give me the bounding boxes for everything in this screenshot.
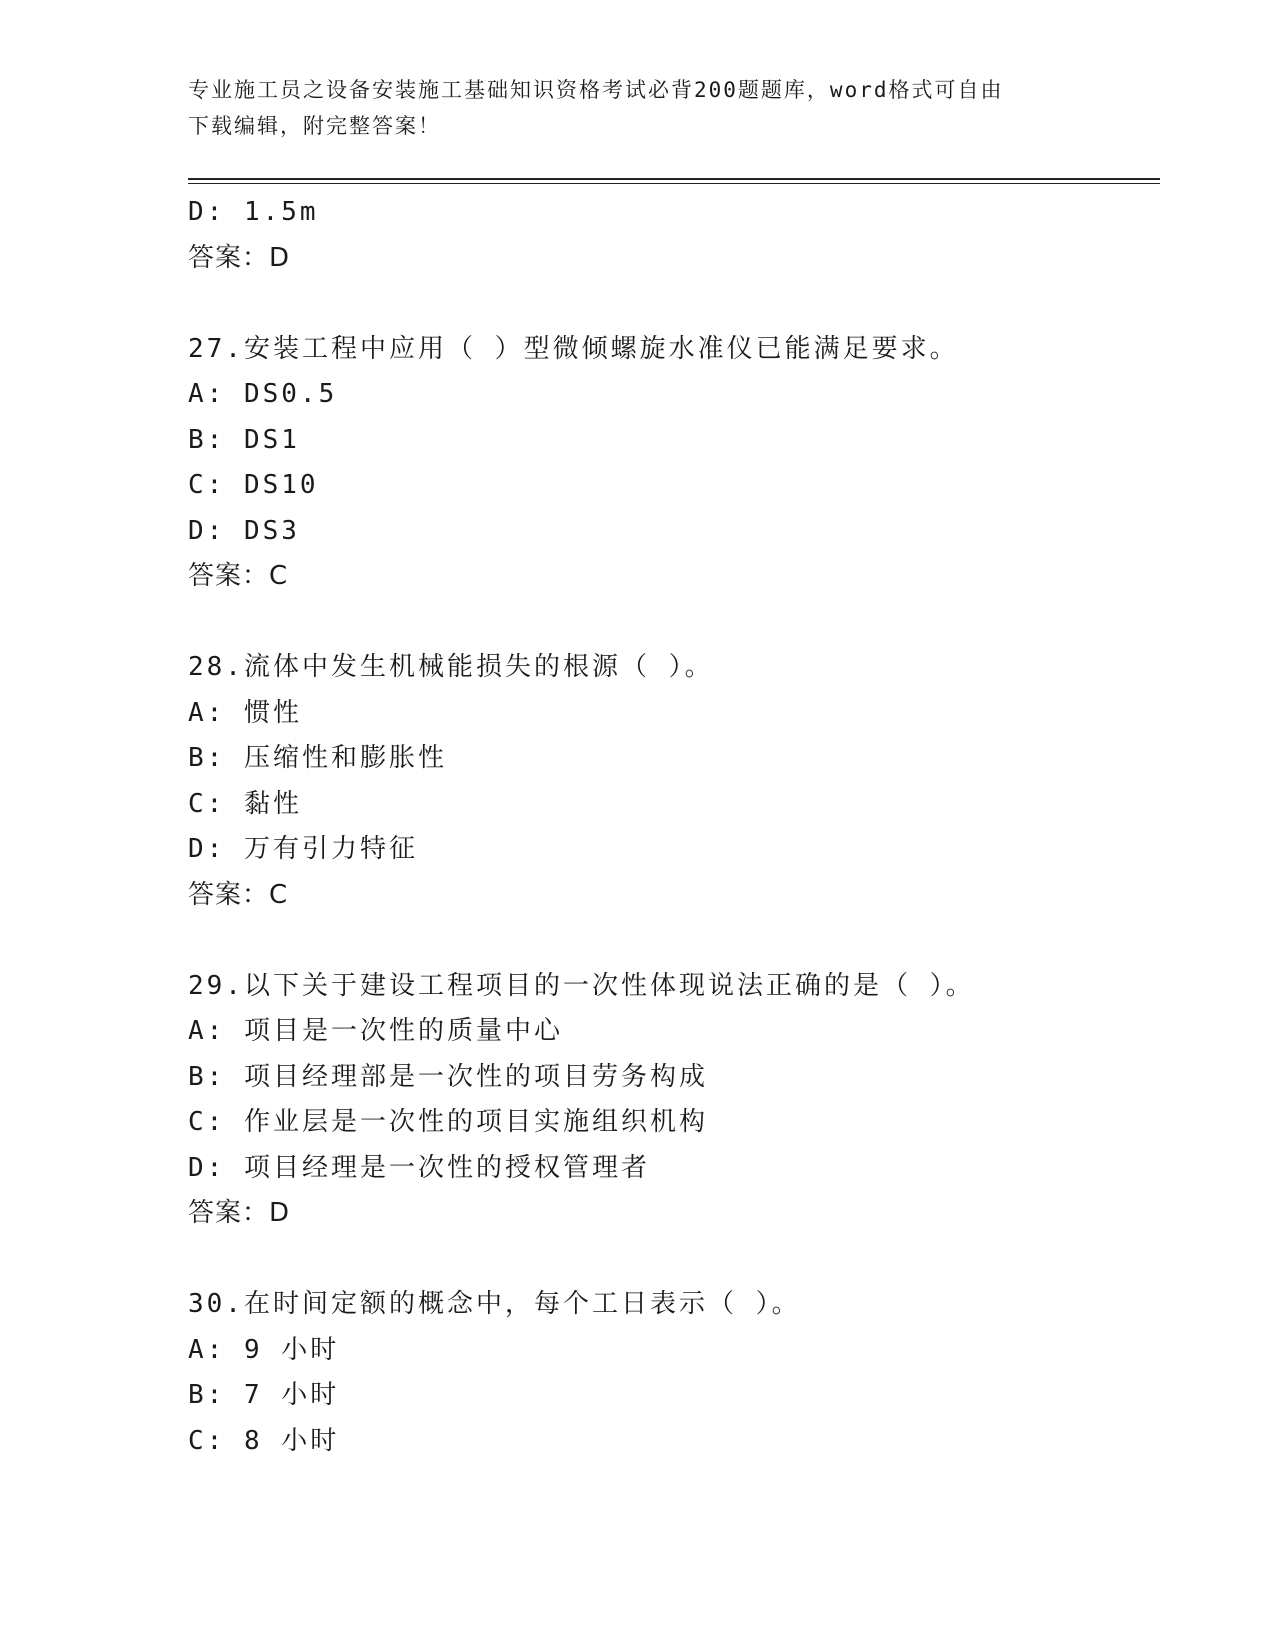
header-divider — [188, 178, 1160, 184]
option-b: B: 项目经理部是一次性的项目劳务构成 — [188, 1061, 708, 1092]
question-text: 27.安装工程中应用（ ）型微倾螺旋水准仪已能满足要求。 — [188, 333, 959, 364]
option-a: A: 项目是一次性的质量中心 — [188, 1016, 563, 1046]
option-a: A: 9 小时 — [188, 1334, 340, 1365]
answer-line: 答案：D — [188, 1198, 291, 1228]
option-d: D: 万有引力特征 — [188, 834, 418, 864]
answer-line: 答案：C — [188, 561, 289, 591]
option-b: B: DS1 — [188, 424, 300, 455]
question-block-30 — [188, 1282, 1160, 1464]
question-text: 29.以下关于建设工程项目的一次性体现说法正确的是（ ）。 — [188, 970, 975, 1001]
header-title-line-2: 下载编辑，附完整答案！ — [188, 114, 441, 138]
question-block-26 — [188, 190, 1160, 281]
question-block-27 — [188, 327, 1160, 600]
option-d: D: DS3 — [188, 515, 300, 546]
option-b: B: 7 小时 — [188, 1380, 340, 1410]
spacer — [188, 281, 1160, 327]
option-d: D: 项目经理是一次性的授权管理者 — [188, 1152, 650, 1183]
question-block-29 — [188, 964, 1160, 1237]
spacer — [188, 1237, 1160, 1283]
spacer — [188, 918, 1160, 964]
option-b: B: 压缩性和膨胀性 — [188, 743, 447, 773]
option-c: C: 黏性 — [188, 788, 302, 819]
option-c: C: DS10 — [188, 470, 319, 500]
question-text: 30.在时间定额的概念中，每个工日表示（ ）。 — [188, 1289, 801, 1319]
question-list — [188, 190, 1160, 1464]
option-a: A: 惯性 — [188, 697, 302, 728]
option-c: C: 8 小时 — [188, 1425, 340, 1456]
header-title-line-1: 专业施工员之设备安装施工基础知识资格考试必背200题题库，word格式可自由 — [188, 78, 1004, 102]
question-text: 28.流体中发生机械能损失的根源（ ）。 — [188, 652, 714, 682]
answer-line: 答案：C — [188, 879, 289, 910]
spacer — [188, 600, 1160, 646]
option-d: D: 1.5m — [188, 197, 319, 227]
question-block-28 — [188, 645, 1160, 918]
answer-line: 答案：D — [188, 242, 291, 273]
option-c: C: 作业层是一次性的项目实施组织机构 — [188, 1107, 708, 1137]
option-a: A: DS0.5 — [188, 379, 338, 409]
document-header — [188, 72, 1088, 144]
